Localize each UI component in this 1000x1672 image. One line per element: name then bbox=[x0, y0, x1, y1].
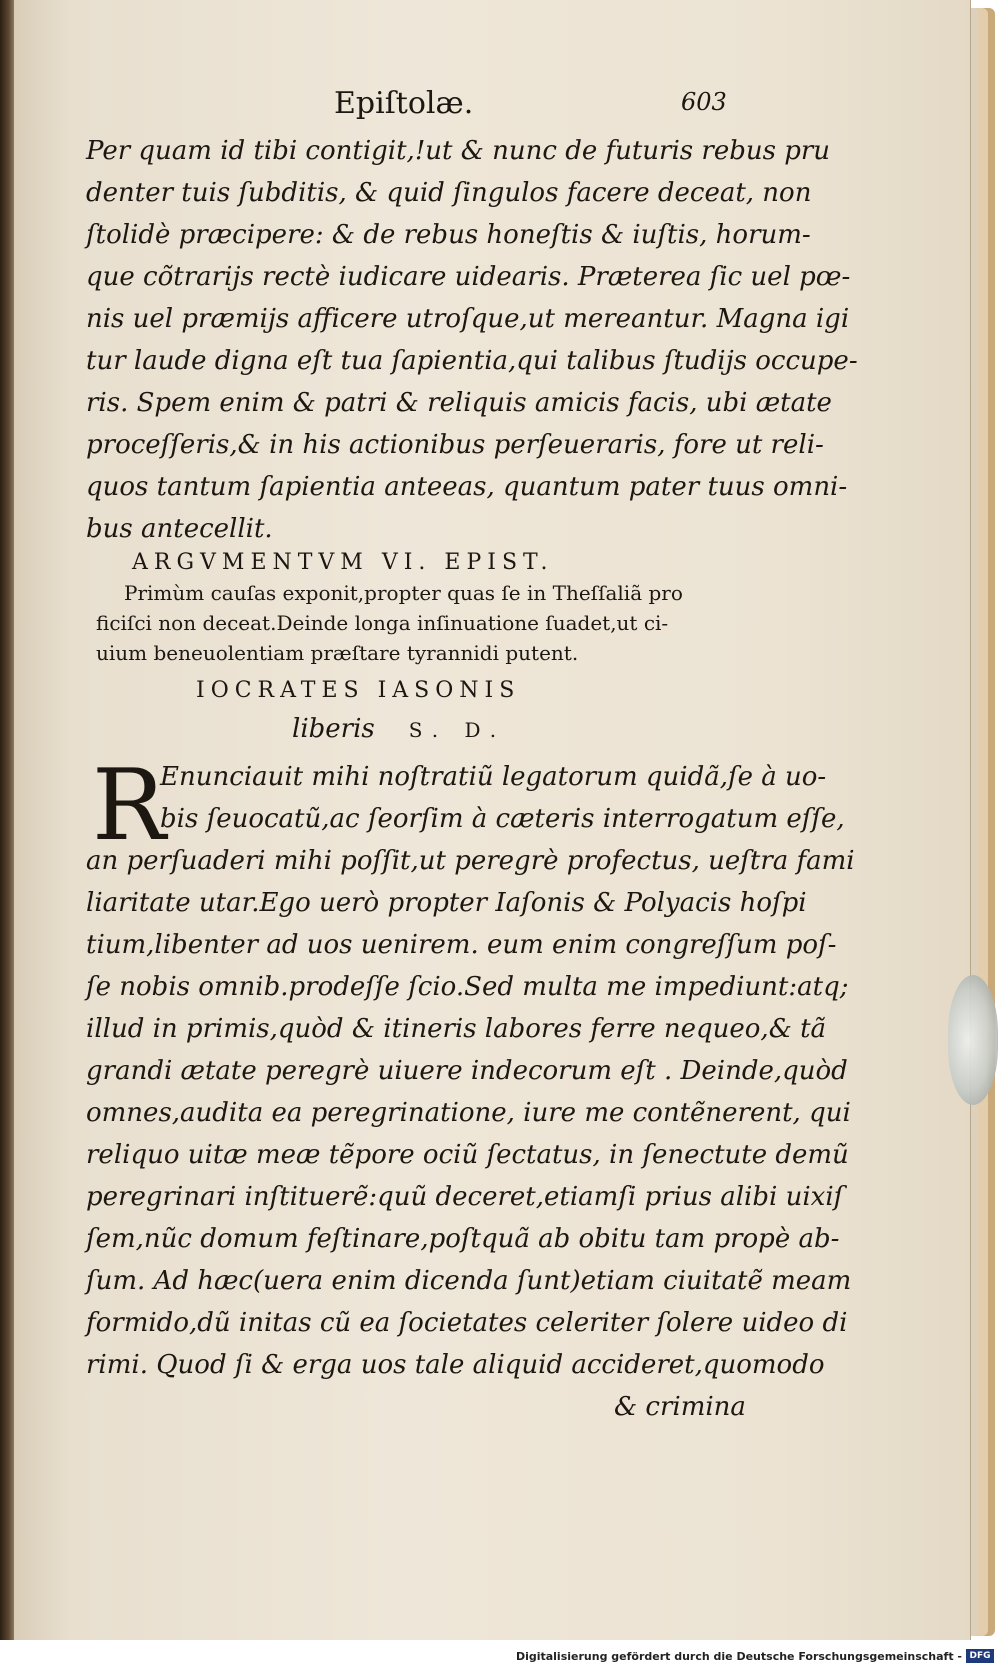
text-line: ſtolidè præcipere: & de rebus honeſtis & iuſtis, horum- bbox=[86, 220, 811, 250]
argument-line: Primùm cauſas exponit,propter quas ſe in Theſſaliã pro bbox=[124, 581, 683, 605]
argument-text bbox=[96, 578, 683, 668]
drop-cap: R bbox=[92, 749, 166, 863]
text-line: an perſuaderi mihi poſſit,ut peregrè profectus, ueſtra fami bbox=[86, 846, 855, 876]
dfg-logo-icon: DFG bbox=[966, 1649, 994, 1663]
text-line: illud in primis,quòd & itineris labores ferre nequeo,& tã bbox=[86, 1014, 827, 1044]
salutation-line-1: IOCRATES IASONIS bbox=[196, 678, 521, 703]
text-line: omnes,audita ea peregrinatione, iure me contẽnerent, qui bbox=[86, 1098, 851, 1128]
page-clip bbox=[948, 975, 998, 1105]
argument-line: uium beneuolentiam præſtare tyrannidi putent. bbox=[96, 641, 579, 665]
argument-heading: ARGVMENTVM VI. EPIST. bbox=[132, 550, 554, 575]
text-line: nis uel præmijs afficere utroſque,ut mereantur. Magna igi bbox=[86, 304, 850, 334]
paper-page bbox=[14, 0, 971, 1640]
text-line: ſum. Ad hæc(uera enim dicenda ſunt)etiam ciuitatẽ meam bbox=[86, 1266, 852, 1296]
text-line: grandi ætate peregrè uiuere indecorum eſt . Deinde,quòd bbox=[86, 1056, 848, 1086]
text-line: formido,dũ initas cũ ea ſocietates celeriter ſolere uideo di bbox=[86, 1308, 848, 1338]
page-number: 603 bbox=[681, 88, 727, 116]
text-line: rimi. Quod ſi & erga uos tale aliquid accideret,quomodo bbox=[86, 1350, 825, 1380]
binding-gutter bbox=[0, 0, 14, 1640]
text-line: peregrinari inſtituerẽ:quũ deceret,etiamſi prius alibi uixiſ bbox=[86, 1182, 844, 1212]
salutation-line-2 bbox=[292, 714, 506, 744]
text-line: Enunciauit mihi noſtratiũ legatorum quidã,ſe à uo- bbox=[160, 762, 827, 792]
text-line: que cõtrarijs rectè iudicare uidearis. Præterea ſic uel pœ- bbox=[86, 262, 851, 292]
body-text-top bbox=[86, 130, 858, 550]
text-line: denter tuis ſubditis, & quid ſingulos facere deceat, non bbox=[86, 178, 812, 208]
footer-bar bbox=[0, 1644, 1000, 1672]
text-line: ſe nobis omnib.prodeſſe ſcio.Sed multa me impediunt:atq; bbox=[86, 972, 849, 1002]
text-line: proceſſeris,& in his actionibus perſeueraris, fore ut reli- bbox=[86, 430, 824, 460]
salutation-sd: S. D. bbox=[408, 718, 507, 742]
text-line: liaritate utar.Ego uerò propter Iaſonis & Polyacis hoſpi bbox=[86, 888, 807, 918]
text-line: quos tantum ſapientia anteeas, quantum pater tuus omni- bbox=[86, 472, 848, 502]
text-line: Per quam id tibi contigit,!ut & nunc de futuris rebus pru bbox=[86, 136, 831, 166]
text-line: reliquo uitæ meæ tẽpore ociũ ſectatus, in ſenectute demũ bbox=[86, 1140, 849, 1170]
salutation-liberis: liberis bbox=[292, 714, 375, 744]
text-line: tur laude digna eſt tua ſapientia,qui talibus ſtudijs occupe- bbox=[86, 346, 858, 376]
argument-line: ficiſci non deceat.Deinde longa inſinuatione ſuadet,ut ci- bbox=[96, 611, 669, 635]
text-line: bus antecellit. bbox=[86, 514, 273, 544]
letter-text bbox=[86, 749, 855, 1428]
text-line: ſem,nũc domum feſtinare,poſtquã ab obitu tam propè ab- bbox=[86, 1224, 840, 1254]
running-head: Epiſtolæ. bbox=[334, 86, 474, 121]
catchword: & crimina bbox=[614, 1392, 746, 1422]
text-line: ris. Spem enim & patri & reliquis amicis facis, ubi ætate bbox=[86, 388, 832, 418]
text-line: bis ſeuocatũ,ac ſeorſim à cæteris interrogatum eſſe, bbox=[160, 804, 845, 834]
funding-credit: Digitalisierung gefördert durch die Deutsche Forschungsgemeinschaft - bbox=[515, 1650, 962, 1663]
text-line: tium,libenter ad uos uenirem. eum enim congreſſum poſ- bbox=[86, 930, 837, 960]
